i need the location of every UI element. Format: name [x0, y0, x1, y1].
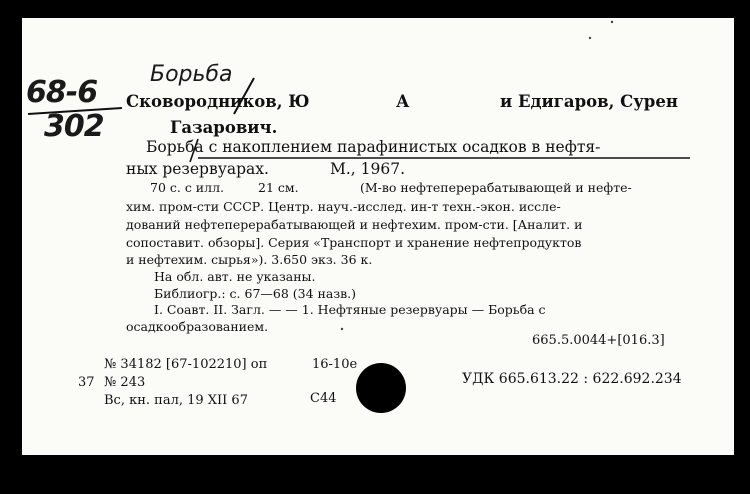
tracings-line-1: I. Соавт. II. Загл. — — 1. Нефтяные резервуары — Борьба с: [154, 302, 546, 317]
description-size: 21 см.: [258, 180, 299, 195]
printing-info: Вс, кн. пал, 19 XII 67: [104, 393, 248, 408]
author-heading: Сковородников, Ю: [126, 92, 310, 111]
shelfmark-bottom: 302: [44, 109, 104, 144]
date-stamp: 16-10e: [312, 357, 358, 372]
description-line-4: сопоставит. обзоры]. Серия «Транспорт и хранение нефтепродуктов: [126, 235, 582, 250]
coauthor-heading: и Едигаров, Сурен: [500, 92, 678, 111]
classification-code: 665.5.0044+[016.3]: [532, 333, 665, 348]
udc-code: УДК 665.613.22 : 622.692.234: [462, 371, 682, 387]
description-extent: 70 с. с илл.: [150, 180, 224, 195]
note-authors: На обл. авт. не указаны.: [154, 269, 316, 284]
description-line-2: хим. пром-сти СССР. Центр. науч.-исслед. ин-т техн.-экон. иссле-: [126, 199, 561, 214]
code-stamp: С44: [310, 391, 337, 406]
handwritten-note: Борьба: [150, 62, 233, 87]
order-number: № 34182 [67-102210] оп: [104, 357, 268, 372]
note-bibliography: Библиогр.: с. 67—68 (34 назв.): [154, 286, 357, 301]
author-patronymic: Газарович.: [170, 118, 278, 137]
description-line-5: и нефтехим. сырья»). 3.650 экз. 36 к.: [126, 252, 373, 267]
title-line-1: Борьба с накоплением парафинистых осадков в нефтя-: [146, 138, 601, 156]
title-place-year: М., 1967.: [330, 160, 406, 178]
description-series-start: (М-во нефтеперерабатывающей и нефте-: [360, 180, 632, 195]
copies-number: № 243: [104, 375, 146, 390]
catalog-card: [22, 18, 734, 455]
description-line-3: дований нефтеперерабатывающей и нефтехим. пром-сти. [Аналит. и: [126, 217, 583, 232]
author-initial: А: [396, 92, 410, 111]
shelfmark-top: 68-6: [26, 75, 98, 110]
copies-prefix: 37: [78, 375, 95, 390]
punch-hole: [356, 363, 406, 413]
tracings-line-2: осадкообразованием.: [126, 319, 269, 334]
title-line-2: ных резервуарах.: [126, 160, 269, 178]
